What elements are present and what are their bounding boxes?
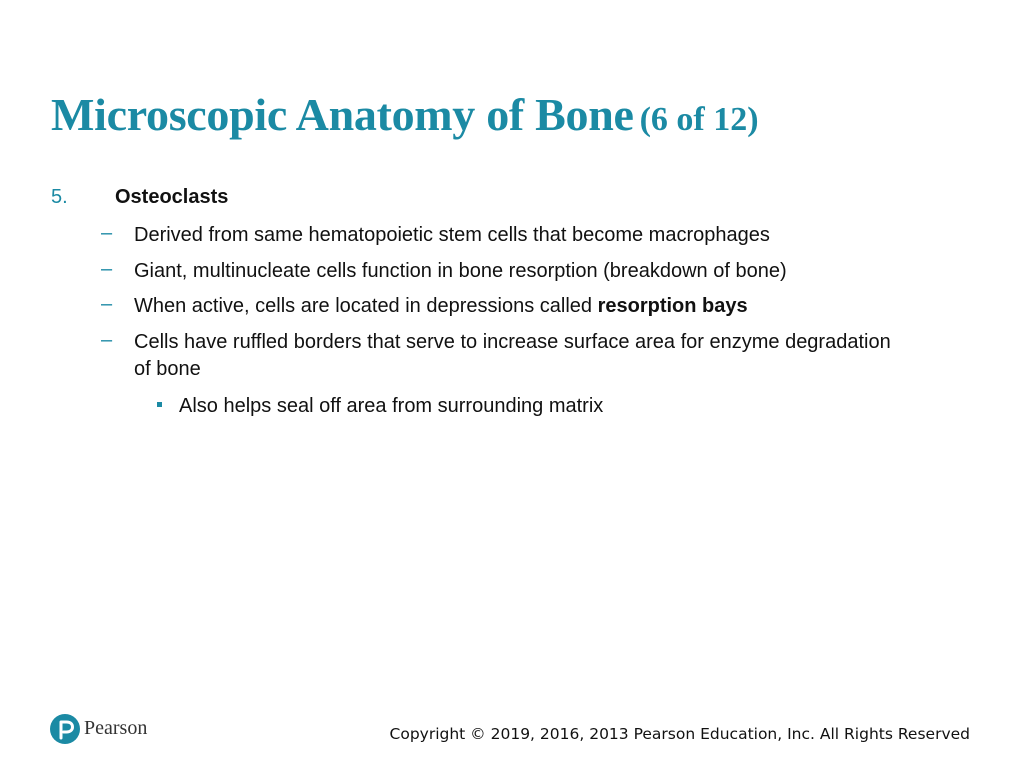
sub-bullet-text: When active, cells are located in depressions called [134, 295, 598, 317]
dash-bullet-icon: – [101, 222, 113, 244]
slide-title [51, 88, 759, 141]
item-number: 5. [51, 186, 68, 208]
sub-sub-bullet [179, 393, 603, 420]
slide-title-count: (6 of 12) [639, 101, 759, 138]
sub-bullet-text: Giant, multinucleate cells function in bone resorption (breakdown of bone) [134, 260, 787, 282]
sub-sub-bullet-text: Also helps seal off area from surrounding matrix [179, 395, 604, 417]
dash-bullet-icon: – [101, 258, 113, 280]
dash-bullet-icon: – [101, 293, 113, 315]
sub-bullet [101, 258, 894, 285]
sub-bullet [101, 293, 894, 320]
pearson-logo [50, 714, 170, 748]
copyright-notice: Copyright © 2019, 2016, 2013 Pearson Education, Inc. All Rights Reserved [389, 725, 970, 743]
square-bullet-icon [157, 402, 162, 407]
item-heading: Osteoclasts [115, 186, 229, 208]
pearson-logo-text: Pearson [84, 717, 148, 739]
pearson-p-icon [50, 714, 80, 744]
sub-bullet [101, 329, 894, 383]
sub-bullet-text: Cells have ruffled borders that serve to increase surface area for enzyme degradation of bone [134, 331, 891, 380]
sub-bullet [101, 222, 894, 249]
slide-title-main: Microscopic Anatomy of Bone [51, 89, 634, 140]
sub-bullet-text: Derived from same hematopoietic stem cells that become macrophages [134, 224, 770, 246]
sub-bullet-bold-term: resorption bays [597, 295, 748, 317]
dash-bullet-icon: – [101, 329, 113, 351]
